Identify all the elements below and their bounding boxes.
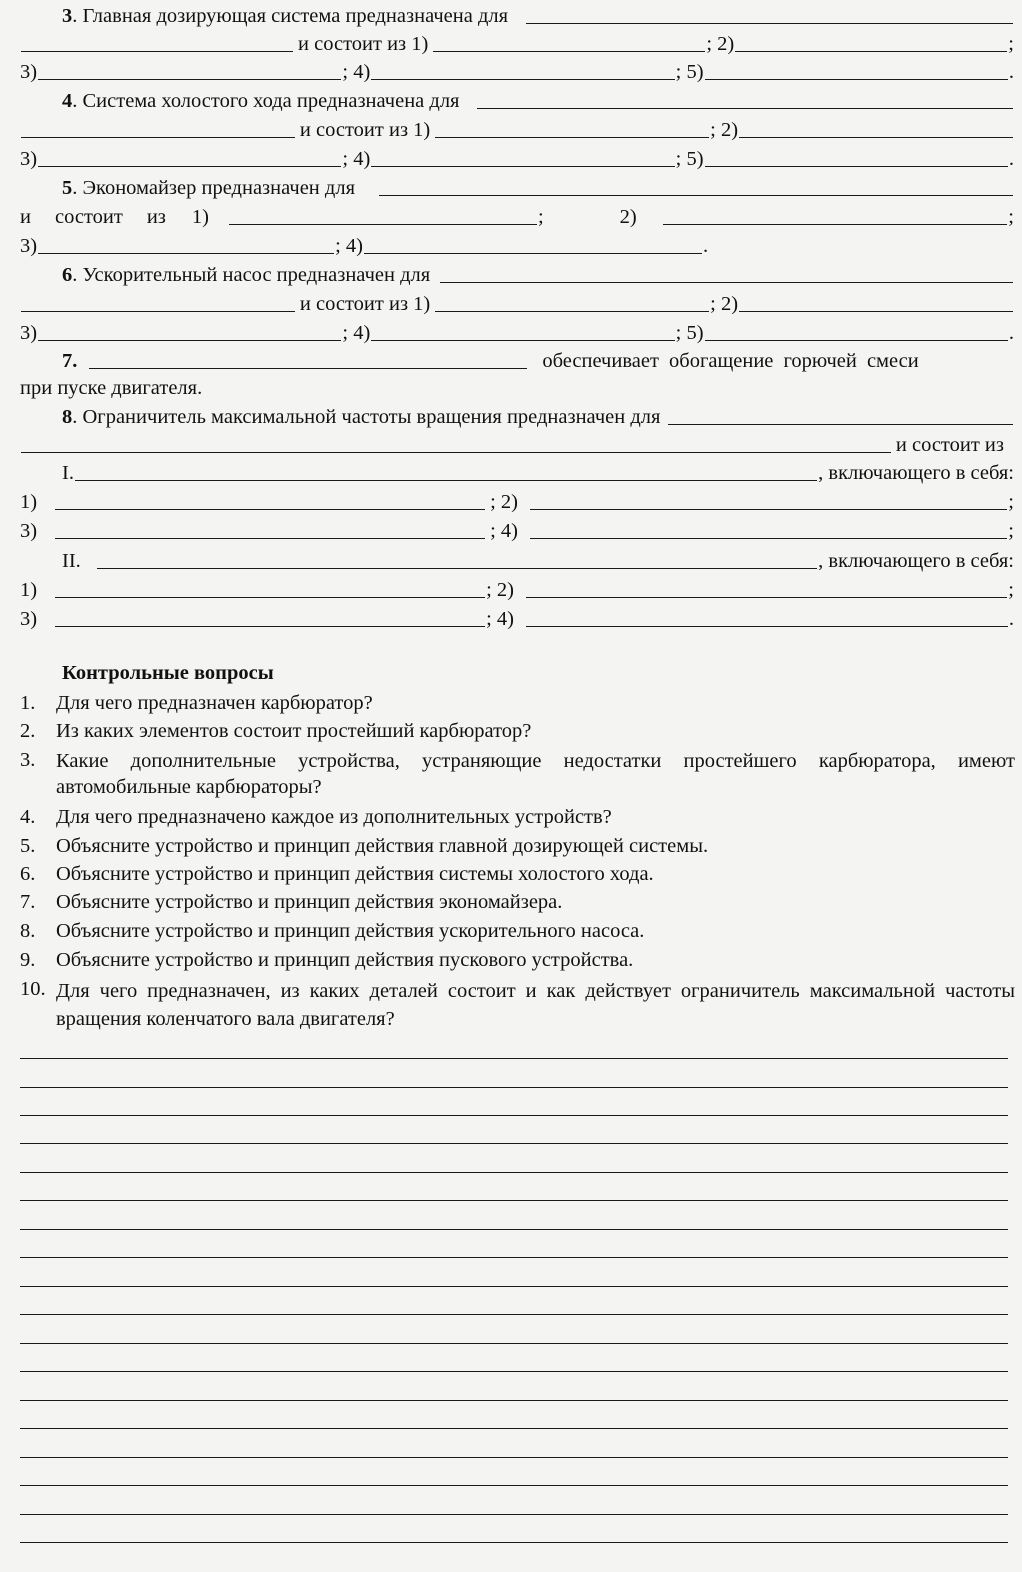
question-text: Для чего предназначено каждое из дополнительных устройств? [56, 806, 612, 828]
item-text: и состоит из 1) [299, 293, 431, 315]
item-text: 3) [20, 61, 38, 83]
question-item [20, 890, 1015, 914]
fill-blank[interactable] [435, 137, 709, 138]
item-8-line-6 [20, 545, 1014, 573]
question-item [20, 805, 1015, 829]
answer-line[interactable] [20, 1343, 1008, 1344]
item-5-line-1 [20, 172, 1014, 200]
fill-blank[interactable] [38, 340, 341, 341]
answer-line[interactable] [20, 1286, 1008, 1287]
item-text: . Система холостого хода предназначена для [72, 90, 460, 112]
fill-blank[interactable] [89, 368, 527, 369]
question-item [20, 748, 1015, 800]
item-text: ; [1008, 520, 1014, 542]
fill-blank[interactable] [433, 51, 705, 52]
item-text: . [1008, 61, 1014, 83]
fill-blank[interactable] [739, 137, 1013, 138]
question-text: Объясните устройство и принцип действия системы холостого хода. [56, 863, 654, 885]
item-text: и состоит из [895, 434, 1004, 456]
fill-blank[interactable] [739, 311, 1013, 312]
answer-line[interactable] [20, 1371, 1008, 1372]
item-text: при пуске двигателя. [20, 377, 203, 399]
question-item [20, 862, 1015, 886]
item-text: ; 4) [342, 148, 371, 170]
item-text: ; 5) [675, 322, 704, 344]
item-8-line-1 [20, 401, 1014, 429]
fill-blank[interactable] [21, 452, 891, 453]
item-text: 1) [20, 491, 38, 513]
item-4-line-2 [20, 114, 1014, 142]
fill-blank[interactable] [371, 340, 674, 341]
item-text: и состоит из 1) [298, 33, 429, 55]
question-number: 8. [20, 920, 36, 942]
item-8-line-5 [20, 515, 1014, 543]
item-text: ; 4) [486, 608, 514, 630]
fill-blank[interactable] [526, 23, 1013, 24]
item-text: . Главная дозирующая система предназначена для [72, 5, 509, 27]
answer-line[interactable] [20, 1514, 1008, 1515]
answer-line[interactable] [20, 1428, 1008, 1429]
item-text: ; 4) [490, 520, 518, 542]
answer-line[interactable] [20, 1172, 1008, 1173]
question-number: 4. [20, 806, 36, 828]
item-text: ; 5) [675, 61, 704, 83]
fill-blank[interactable] [75, 480, 817, 481]
fill-blank[interactable] [526, 626, 1008, 627]
item-5-line-2 [20, 201, 1014, 229]
question-number: 3. [20, 749, 36, 771]
question-text: Для чего предназначен, из каких деталей состоит и как действует ограничитель максимальной частоты вращения коленчатого вала двигателя? [56, 980, 1015, 1030]
fill-blank[interactable] [371, 79, 674, 80]
item-text: ; 2) [710, 119, 739, 141]
item-text: 3) [20, 608, 38, 630]
question-number: 1. [20, 692, 36, 714]
control-questions-title: Контрольные вопросы [62, 662, 274, 684]
item-text: ; [1008, 491, 1014, 513]
question-item [20, 691, 1015, 715]
item-text: 2) [619, 206, 637, 228]
fill-blank[interactable] [705, 340, 1008, 341]
fill-blank[interactable] [477, 108, 1013, 109]
fill-blank[interactable] [364, 253, 702, 254]
question-item [20, 919, 1015, 943]
fill-blank[interactable] [663, 224, 1008, 225]
fill-blank[interactable] [371, 166, 674, 167]
question-number: 10. [20, 978, 46, 1000]
item-number: 5 [62, 177, 73, 199]
item-text: 1) [20, 579, 38, 601]
item-number: 6 [62, 264, 73, 286]
item-text: 3) [20, 148, 38, 170]
answer-line[interactable] [20, 1143, 1008, 1144]
item-text: . Ускорительный насос предназначен для [72, 264, 431, 286]
question-text: Объясните устройство и принцип действия главной дозирующей системы. [56, 835, 709, 857]
item-8-line-3 [20, 457, 1014, 485]
item-7-line-2 [20, 372, 1014, 400]
item-text: и [20, 206, 31, 228]
item-text: . Ограничитель максимальной частоты вращения предназначен для [72, 406, 661, 428]
item-text: . [1008, 608, 1014, 630]
item-text: ; 4) [342, 322, 371, 344]
fill-blank[interactable] [705, 166, 1008, 167]
item-text: . [702, 235, 709, 257]
answer-line[interactable] [20, 1457, 1008, 1458]
fill-blank[interactable] [526, 597, 1007, 598]
fill-blank[interactable] [21, 51, 293, 52]
question-item [20, 719, 1015, 743]
item-text: ; 2) [710, 293, 739, 315]
question-text: Объясните устройство и принцип действия ускорительного насоса. [56, 920, 645, 942]
item-number: 8 [62, 406, 73, 428]
question-item [20, 977, 1015, 1033]
question-number: 7. [20, 891, 36, 913]
item-text: ; [1008, 579, 1014, 601]
question-number: 2. [20, 720, 36, 742]
fill-blank[interactable] [668, 424, 1013, 425]
item-text: ; 5) [675, 148, 704, 170]
item-text: ; 4) [342, 61, 371, 83]
answer-line[interactable] [20, 1229, 1008, 1230]
fill-blank[interactable] [705, 79, 1008, 80]
fill-blank[interactable] [55, 597, 485, 598]
item-text: и состоит из 1) [299, 119, 431, 141]
item-text: из [146, 206, 166, 228]
question-number: 5. [20, 835, 36, 857]
fill-blank[interactable] [229, 224, 537, 225]
answer-line[interactable] [20, 1542, 1008, 1543]
answer-line[interactable] [20, 1400, 1008, 1401]
answer-line[interactable] [20, 1314, 1008, 1315]
item-text: 3) [20, 520, 38, 542]
item-text: ; 2) [706, 33, 735, 55]
item-8-line-2 [20, 429, 1014, 457]
question-number: 6. [20, 863, 36, 885]
answer-line[interactable] [20, 1200, 1008, 1201]
roman-two: II. [62, 550, 81, 572]
fill-blank[interactable] [379, 195, 1013, 196]
item-4-line-3 [20, 143, 1014, 171]
fill-blank[interactable] [440, 282, 1013, 283]
fill-blank[interactable] [55, 538, 485, 539]
fill-blank[interactable] [21, 311, 295, 312]
fill-blank[interactable] [530, 538, 1007, 539]
fill-blank[interactable] [55, 509, 485, 510]
item-8-line-8 [20, 603, 1014, 631]
item-3-line-3 [20, 56, 1014, 84]
item-text: 3) [20, 322, 38, 344]
item-number: 3 [62, 5, 73, 27]
fill-blank[interactable] [38, 79, 341, 80]
answer-line[interactable] [20, 1115, 1008, 1116]
item-number: 4 [62, 90, 73, 112]
question-item [20, 948, 1015, 972]
item-text: ; 2) [490, 491, 518, 513]
question-item [20, 834, 1015, 858]
question-text: Объясните устройство и принцип действия пускового устройства. [56, 949, 634, 971]
answer-line[interactable] [20, 1257, 1008, 1258]
fill-blank[interactable] [735, 51, 1007, 52]
item-text: ; 4) [335, 235, 363, 257]
question-text: Какие дополнительные устройства, устраняющие недостатки простейшего карбюратора, имеют автомобильные карбюраторы? [56, 750, 1015, 798]
item-text: состоит [54, 206, 123, 228]
item-8-line-7 [20, 574, 1014, 602]
item-7-line-1 [20, 345, 1014, 373]
item-3-line-1 [20, 0, 1014, 28]
item-text: . [1008, 322, 1014, 344]
answer-line[interactable] [20, 1087, 1008, 1088]
roman-one: I. [62, 462, 74, 484]
fill-blank[interactable] [530, 509, 1007, 510]
question-text: Объясните устройство и принцип действия экономайзера. [56, 891, 563, 913]
answer-line[interactable] [20, 1485, 1008, 1486]
item-text: . Экономайзер предназначен для [72, 177, 355, 199]
item-number: 7. [62, 350, 78, 372]
fill-blank[interactable] [435, 311, 709, 312]
fill-blank[interactable] [55, 626, 485, 627]
item-text: ; [1008, 206, 1014, 228]
question-text: Из каких элементов состоит простейший карбюратор? [56, 720, 532, 742]
item-3-line-2 [20, 28, 1014, 56]
item-text: . [1008, 148, 1014, 170]
item-text: обеспечивает обогащение горючей смеси [542, 350, 919, 372]
fill-blank[interactable] [38, 253, 334, 254]
fill-blank[interactable] [38, 166, 341, 167]
fill-blank[interactable] [21, 137, 295, 138]
item-8-line-4 [20, 486, 1014, 514]
item-text: 3) [20, 235, 38, 257]
item-6-line-2 [20, 288, 1014, 316]
item-text: ; [1008, 33, 1014, 55]
item-text: ; 2) [486, 579, 514, 601]
item-text: , включающего в себя: [818, 462, 1014, 484]
item-text: 1) [191, 206, 209, 228]
item-4-line-1 [20, 85, 1014, 113]
item-6-line-3 [20, 317, 1014, 345]
question-number: 9. [20, 949, 36, 971]
fill-blank[interactable] [97, 568, 817, 569]
item-text: , включающего в себя: [818, 550, 1014, 572]
item-5-line-3 [20, 230, 1014, 258]
item-6-line-1 [20, 259, 1014, 287]
item-text: ; [537, 206, 544, 228]
question-text: Для чего предназначен карбюратор? [56, 692, 373, 714]
answer-line[interactable] [20, 1058, 1008, 1059]
